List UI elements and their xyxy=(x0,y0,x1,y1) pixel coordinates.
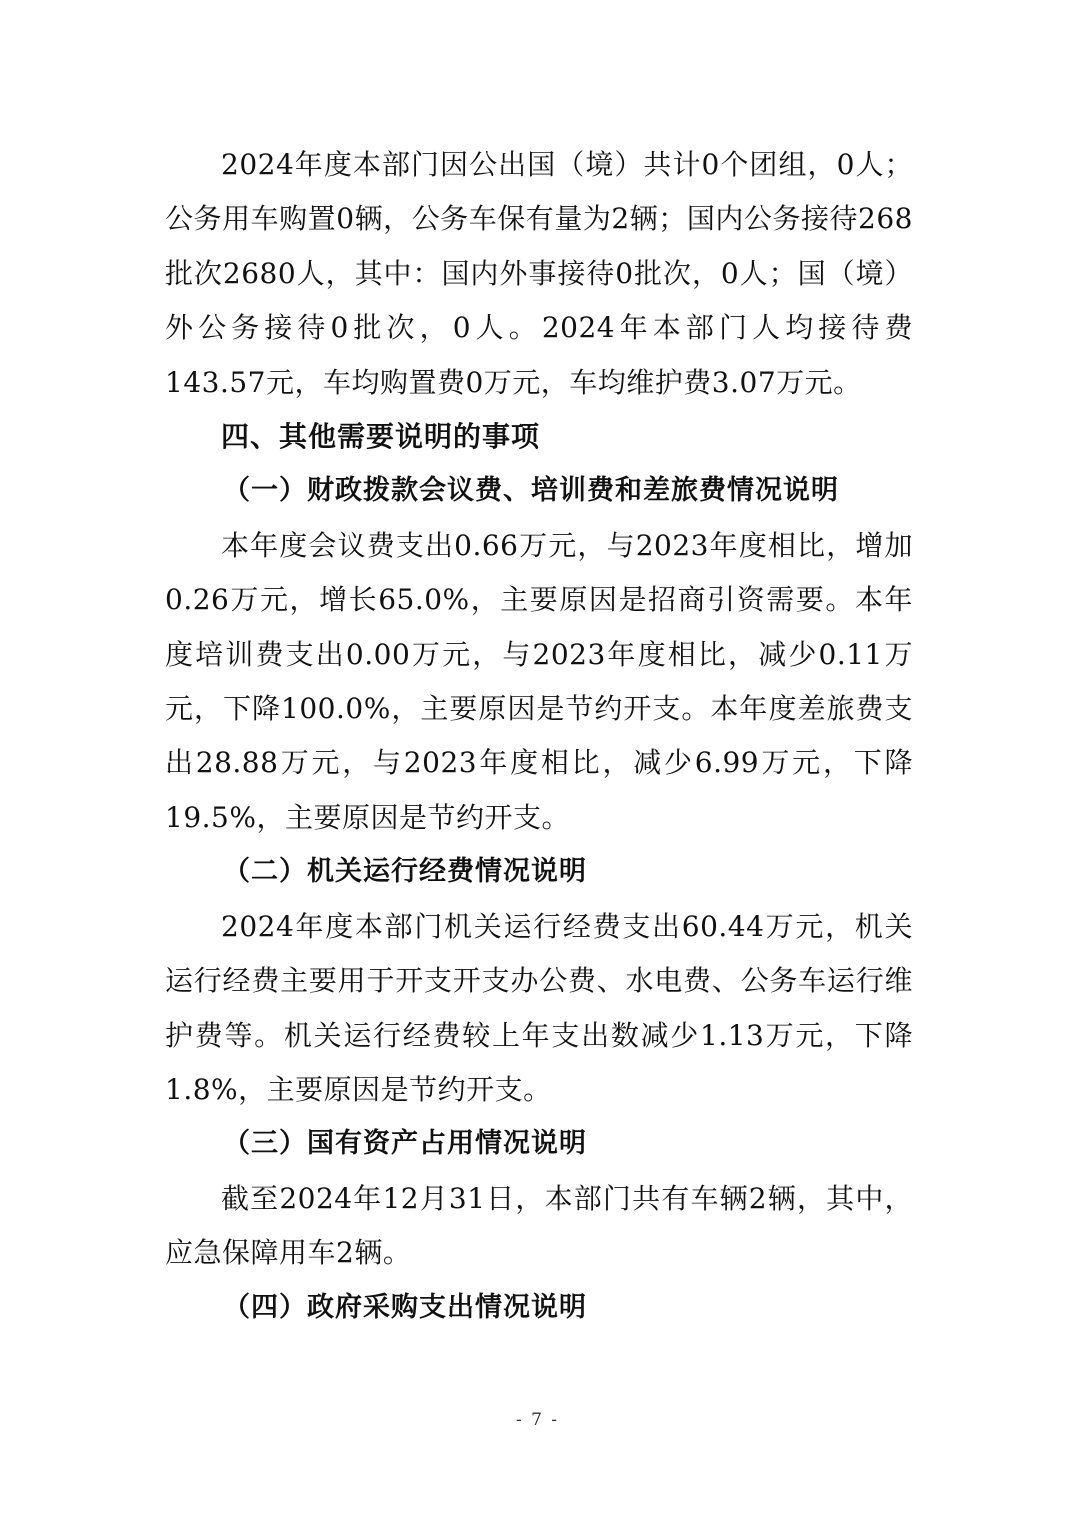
paragraph-meeting-training-travel: 本年度会议费支出0.66万元，与2023年度相比，增加0.26万元，增长65.0%，主要原因是招商引资需要。本年度培训费支出0.00万元，与2023年度相比，减少0.11万元，下降100.0%，主要原因是节约开支。本年度差旅费支出28.88万元，与2023年度相比，减少6.99万元，下降19.5%，主要原因是节约开支。 xyxy=(165,528,913,834)
page-number: - 7 - xyxy=(515,1410,560,1430)
subsection-heading-meeting-training-travel: （一）财政拨款会议费、培训费和差旅费情况说明 xyxy=(223,475,839,507)
document-page xyxy=(165,138,913,1335)
section-heading-other-matters: 四、其他需要说明的事项 xyxy=(221,420,541,454)
subsection-heading-government-procurement: （四）政府采购支出情况说明 xyxy=(223,1291,587,1323)
paragraph-operating-expenses: 2024年度本部门机关运行经费支出60.44万元，机关运行经费主要用于开支开支办公费、水电费、公务车运行维护费等。机关运行经费较上年支出数减少1.13万元，下降1.8%，主要原因是节约开支。 xyxy=(165,909,913,1106)
subsection-heading-state-assets: （三）国有资产占用情况说明 xyxy=(223,1128,587,1160)
paragraph-state-assets: 截至2024年12月31日，本部门共有车辆2辆，其中，应急保障用车2辆。 xyxy=(165,1181,913,1270)
paragraph-official-travel-reception: 2024年度本部门因公出国（境）共计0个团组，0人；公务用车购置0辆，公务车保有量为2辆；国内公务接待268批次2680人，其中：国内外事接待0批次，0人；国（境）外公务接待0批次，0人。2024年本部门人均接待费143.57元，车均购置费0万元，车均维护费3.07万元。 xyxy=(165,148,913,399)
subsection-heading-operating-expenses: （二）机关运行经费情况说明 xyxy=(223,856,587,888)
